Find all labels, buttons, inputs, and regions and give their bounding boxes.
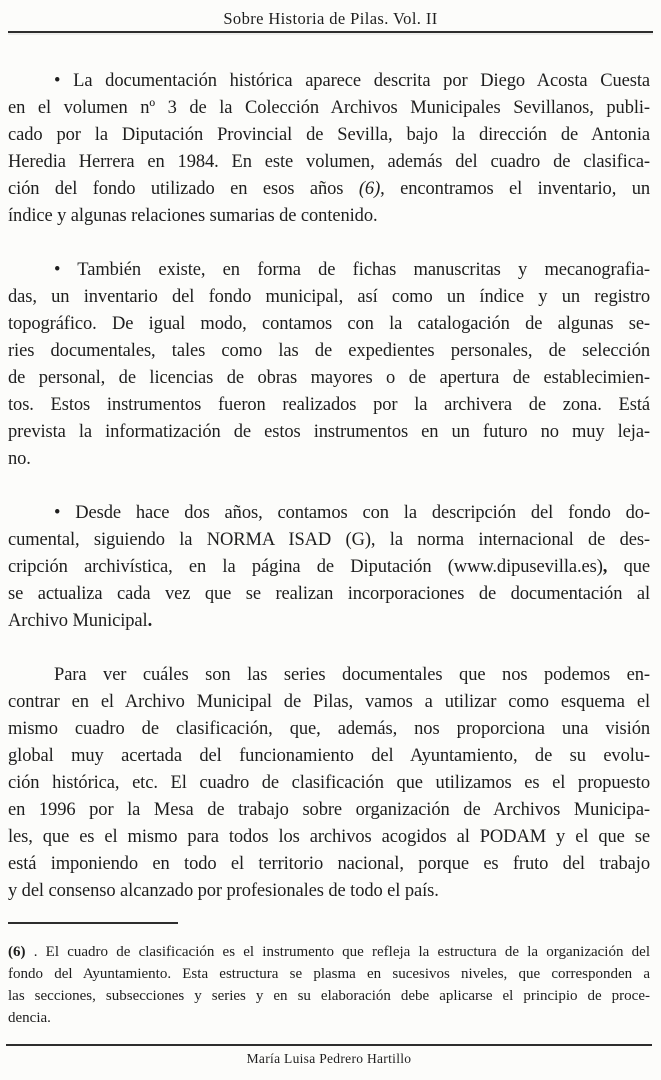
text-segment: les, que es el mismo para todos los archivos acogidos al PODAM y el que se [8, 827, 650, 847]
text-line [8, 797, 650, 824]
text-line [8, 743, 650, 770]
header-rule [8, 31, 653, 33]
text-segment: en el volumen nº 3 de la Colección Archivos Municipales Sevillanos, publi- [8, 98, 650, 118]
text-segment: de personal, de licencias de obras mayores o de apertura de establecimien- [8, 368, 650, 388]
text-line [8, 446, 650, 473]
text-segment: • Desde hace dos años, contamos con la descripción del fondo do- [54, 503, 650, 523]
text-segment: se actualiza cada vez que se realizan incorporaciones de documentación al [8, 584, 650, 604]
text-segment: (6) [8, 944, 26, 960]
text-segment: dencia. [8, 1010, 51, 1026]
text-line [8, 527, 650, 554]
text-line [8, 338, 650, 365]
text-segment: en 1996 por la Mesa de trabajo sobre organización de Archivos Municipa- [8, 800, 650, 820]
text-line [8, 941, 650, 963]
text-line [8, 95, 650, 122]
running-title: Sobre Historia de Pilas. Vol. II [223, 9, 438, 28]
text-segment: prevista la informatización de estos instrumentos en un futuro no muy leja- [8, 422, 650, 442]
text-segment: está imponiendo en todo el territorio nacional, porque es fruto del trabajo [8, 854, 650, 874]
text-segment: contrar en el Archivo Municipal de Pilas, vamos a utilizar como esquema el [8, 692, 650, 712]
text-segment: (6) [358, 179, 381, 199]
text-line [8, 608, 650, 635]
text-segment: • La documentación histórica aparece descrita por Diego Acosta Cuesta [54, 71, 650, 91]
text-segment: cumental, siguiendo la NORMA ISAD (G), la norma internacional de des- [8, 530, 650, 550]
text-segment: que [607, 557, 650, 577]
footnote-rule [8, 922, 178, 924]
text-segment: , encontramos el inventario, un [380, 179, 650, 199]
text-segment: Archivo Municipal [8, 611, 148, 631]
text-line [8, 392, 650, 419]
text-segment: tos. Estos instrumentos fueron realizados por la archivera de zona. Está [8, 395, 650, 415]
text-line [8, 662, 650, 689]
text-segment: . El cuadro de clasificación es el instrumento que refleja la estructura de la organización del [25, 944, 650, 960]
text-line [8, 554, 650, 581]
text-line [8, 284, 650, 311]
text-line [8, 122, 650, 149]
text-line [8, 824, 650, 851]
text-segment: ción del fondo utilizado en esos años [8, 179, 359, 199]
text-line [8, 878, 650, 905]
text-line [8, 257, 650, 284]
text-segment: fondo del Ayuntamiento. Esta estructura se plasma en sucesivos niveles, que corresponden a [8, 966, 650, 982]
text-segment: • También existe, en forma de fichas manuscritas y mecanografia- [54, 260, 650, 280]
text-line [8, 419, 650, 446]
page-header [0, 0, 661, 33]
author-name: María Luisa Pedrero Hartillo [246, 1051, 412, 1066]
text-line [8, 365, 650, 392]
text-segment: las secciones, subsecciones y series y en su elaboración debe aplicarse el principio de proce- [8, 988, 650, 1004]
footnote-text [8, 941, 650, 1029]
text-segment: cado por la Diputación Provincial de Sevilla, bajo la dirección de Antonia [8, 125, 650, 145]
text-segment: no. [8, 449, 31, 469]
text-segment: das, un inventario del fondo municipal, así como un índice y un registro [8, 287, 650, 307]
text-line [8, 1007, 650, 1029]
text-segment: global muy acertada del funcionamiento del Ayuntamiento, de su evolu- [8, 746, 650, 766]
text-line [8, 716, 650, 743]
text-segment: y del consenso alcanzado por profesionales de todo el país. [8, 881, 439, 901]
document-body [8, 68, 650, 905]
text-line [8, 176, 650, 203]
text-segment: ción histórica, etc. El cuadro de clasificación que utilizamos es el propuesto [8, 773, 650, 793]
text-line [8, 851, 650, 878]
text-line [8, 149, 650, 176]
text-line [8, 963, 650, 985]
footnote-section [8, 922, 650, 1029]
text-line [8, 203, 650, 230]
text-segment: ries documentales, tales como las de expedientes personales, de selección [8, 341, 650, 361]
text-segment: topográfico. De igual modo, contamos con la catalogación de algunas se- [8, 314, 650, 334]
paragraph [8, 68, 650, 230]
text-segment: , [602, 557, 608, 577]
paragraph [8, 662, 650, 905]
text-line [8, 500, 650, 527]
text-line [8, 985, 650, 1007]
text-line [8, 689, 650, 716]
text-line [8, 770, 650, 797]
text-segment: cripción archivística, en la página de Diputación (www.dipusevilla.es) [8, 557, 603, 577]
text-segment: mismo cuadro de clasificación, que, además, nos proporciona una visión [8, 719, 650, 739]
paragraph [8, 500, 650, 635]
text-line [8, 581, 650, 608]
text-segment: índice y algunas relaciones sumarias de contenido. [8, 206, 378, 226]
text-line [8, 311, 650, 338]
text-segment: . [147, 611, 153, 631]
text-segment: Para ver cuáles son las series documentales que nos podemos en- [54, 665, 650, 685]
page-footer [6, 1044, 652, 1067]
text-segment: Heredia Herrera en 1984. En este volumen, además del cuadro de clasifica- [8, 152, 650, 172]
text-line [8, 68, 650, 95]
paragraph [8, 257, 650, 473]
